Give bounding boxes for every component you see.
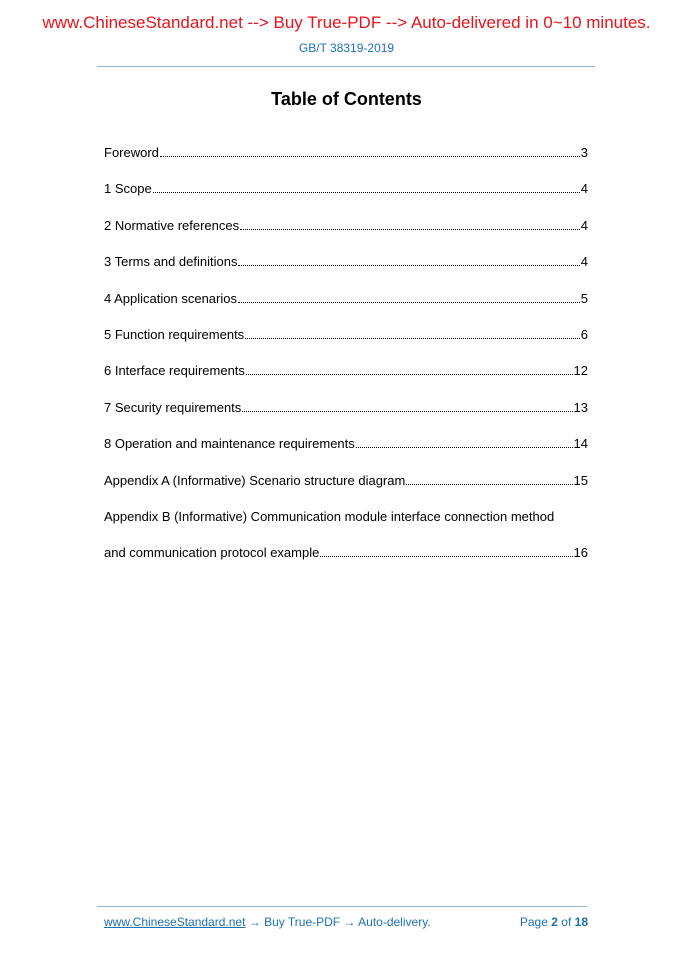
toc-entry-label: 4 Application scenarios (104, 290, 237, 306)
toc-leader-dots (153, 192, 580, 193)
toc-leader-dots (356, 447, 573, 448)
toc-entry-page: 13 (573, 399, 588, 415)
footer-links (104, 915, 431, 929)
toc-entry-label: 3 Terms and definitions (104, 254, 238, 270)
toc-entry-page: 5 (580, 290, 588, 306)
toc-entry-function-requirements[interactable] (104, 327, 588, 363)
toc-entry-scope[interactable] (104, 181, 588, 217)
toc-leader-dots (238, 302, 580, 303)
toc-entry-interface-requirements[interactable] (104, 363, 588, 399)
toc-entry-label: Appendix B (Informative) Communication module interface connection method (104, 508, 555, 524)
page-footer (104, 915, 588, 929)
toc-entry-page: 3 (580, 145, 588, 160)
promo-banner[interactable]: www.ChineseStandard.net --> Buy True-PDF --> Auto-delivered in 0~10 minutes. (42, 13, 651, 32)
toc-leader-dots (242, 411, 572, 412)
toc-entry-page: 4 (580, 254, 588, 270)
toc-entry-label: 2 Normative references (104, 217, 240, 233)
toc-entry-foreword[interactable] (104, 145, 588, 181)
toc-entry-label: Foreword (104, 145, 159, 160)
page-of: of (561, 915, 572, 929)
toc-entry-appendix-b-line2[interactable] (104, 545, 588, 581)
page-title: Table of Contents (271, 89, 422, 109)
page-word: Page (519, 915, 548, 929)
toc-entry-label: Appendix A (Informative) Scenario structure diagram (104, 472, 406, 488)
toc-leader-dots (320, 556, 572, 557)
header-divider (97, 66, 595, 67)
toc-leader-dots (246, 374, 573, 375)
toc-entry-label: 1 Scope (104, 181, 152, 197)
toc-leader-dots (240, 229, 580, 230)
toc-entry-page: 4 (580, 181, 588, 197)
toc-entry-label: 7 Security requirements (104, 399, 242, 415)
toc-entry-normative-references[interactable] (104, 218, 588, 254)
footer-divider (97, 906, 587, 907)
toc-list (104, 145, 588, 582)
toc-leader-dots (160, 156, 580, 157)
toc-entry-label: 8 Operation and maintenance requirements (104, 436, 355, 452)
toc-entry-page: 12 (573, 363, 588, 379)
standard-number: GB/T 38319-2019 (298, 41, 395, 55)
toc-entry-label: 5 Function requirements (104, 326, 245, 342)
toc-entry-label: 6 Interface requirements (104, 363, 245, 379)
toc-entry-appendix-b-line1[interactable] (104, 509, 588, 545)
page-counter (520, 915, 588, 929)
arrow-icon: → (248, 915, 261, 929)
toc-entry-page: 15 (573, 472, 588, 488)
toc-entry-page: 16 (573, 545, 588, 561)
toc-leader-dots (245, 338, 580, 339)
toc-entry-appendix-a[interactable] (104, 473, 588, 509)
toc-leader-dots (406, 484, 572, 485)
toc-entry-label: and communication protocol example (104, 545, 320, 561)
toc-entry-operation-maintenance[interactable] (104, 436, 588, 472)
arrow-icon: → (343, 915, 356, 929)
toc-entry-page: 6 (580, 326, 588, 342)
toc-leader-dots (238, 265, 579, 266)
toc-entry-page: 14 (573, 436, 588, 452)
toc-entry-page: 4 (580, 217, 588, 233)
footer-buy-text: Buy True-PDF (264, 915, 341, 929)
toc-entry-security-requirements[interactable] (104, 400, 588, 436)
toc-entry-terms-definitions[interactable] (104, 254, 588, 290)
page-total: 18 (574, 915, 588, 929)
footer-delivery-text: Auto-delivery. (358, 915, 431, 929)
toc-entry-application-scenarios[interactable] (104, 291, 588, 327)
page-current: 2 (551, 915, 558, 929)
footer-site-link[interactable]: www.ChineseStandard.net (104, 915, 246, 929)
